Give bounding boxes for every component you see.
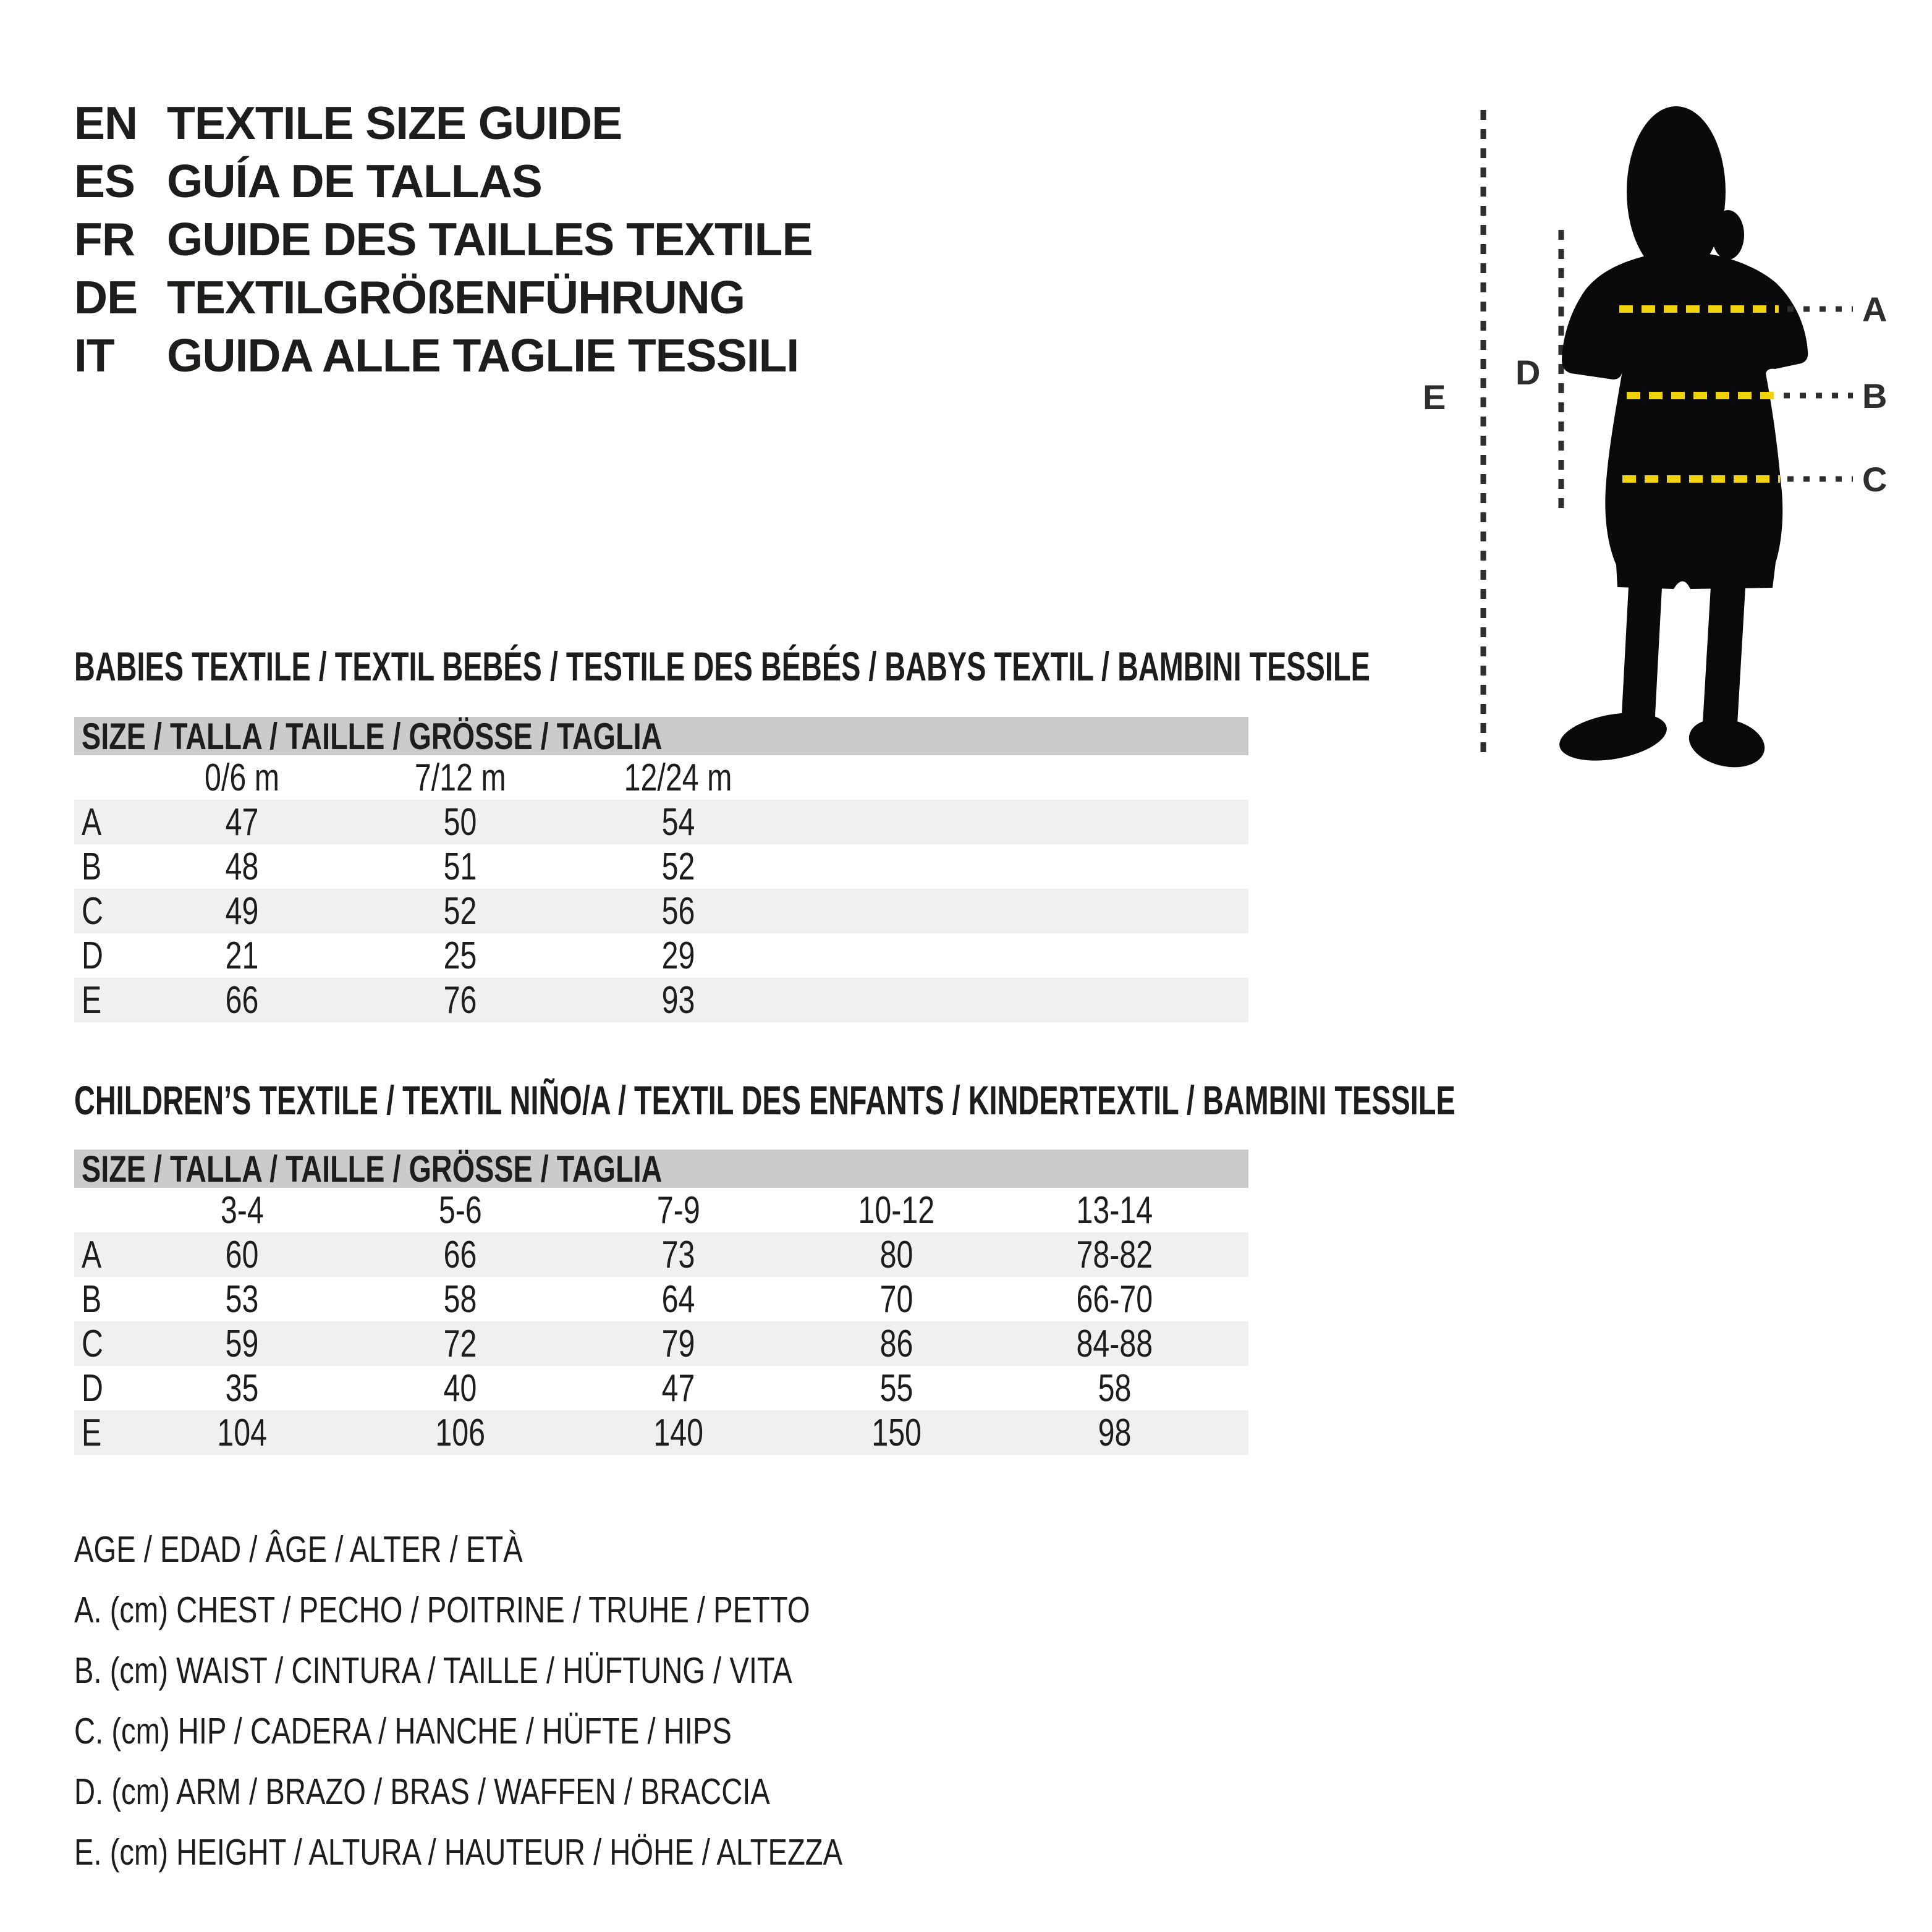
babies-column-header [569, 756, 787, 800]
value-cell [1006, 1411, 1224, 1455]
legend-line-text: AGE / EDAD / ÂGE / ALTER / ETÀ [74, 1529, 523, 1570]
value-cell-text: 66-70 [1076, 1277, 1153, 1321]
value-cell-text: 58 [443, 1277, 477, 1321]
value-cell-text: 51 [443, 845, 477, 888]
value-cell [569, 889, 787, 933]
row-label [74, 889, 133, 933]
legend-line-3 [74, 1701, 1035, 1761]
value-cell [569, 1366, 787, 1410]
babies-table-row-d [74, 933, 1248, 978]
legend-line-0 [74, 1519, 1035, 1580]
value-cell [351, 934, 569, 978]
value-cell [787, 1233, 1006, 1277]
legend-line-text: C. (cm) HIP / CADERA / HANCHE / HÜFTE / HIPS [74, 1711, 732, 1752]
value-cell-text: 40 [443, 1366, 477, 1410]
value-cell [569, 845, 787, 889]
children-column-header [787, 1188, 1006, 1232]
value-cell [133, 1411, 351, 1455]
value-cell-text: 47 [225, 800, 259, 844]
value-cell [569, 934, 787, 978]
value-cell-text: 106 [435, 1411, 485, 1454]
children-section-title [74, 1077, 1932, 1124]
children-column-header [133, 1188, 351, 1232]
children-column-header-text: 10-12 [858, 1188, 935, 1232]
value-cell [351, 1233, 569, 1277]
value-cell [787, 1366, 1006, 1410]
value-cell-text: 76 [443, 978, 477, 1022]
value-cell [133, 845, 351, 889]
language-code: IT [74, 329, 114, 381]
value-cell-text: 21 [225, 934, 259, 977]
children-column-header [569, 1188, 787, 1232]
value-cell [351, 1322, 569, 1366]
babies-size-header-text: SIZE / TALLA / TAILLE / GRÖSSE / TAGLIA [82, 715, 663, 757]
children-column-header-row [74, 1188, 1248, 1232]
value-cell-text: 35 [225, 1366, 259, 1410]
language-code: EN [74, 97, 138, 149]
value-cell [351, 845, 569, 889]
babies-table-row-c [74, 889, 1248, 933]
row-label-text: C [82, 1322, 103, 1365]
value-cell-text: 93 [661, 978, 695, 1022]
language-row-it [74, 326, 813, 384]
figure-label-e: E [1423, 378, 1446, 417]
language-code: FR [74, 213, 135, 265]
value-cell [133, 1322, 351, 1366]
value-cell-text: 72 [443, 1322, 477, 1365]
babies-column-header [133, 756, 351, 800]
babies-column-header-text: 7/12 m [414, 756, 506, 799]
babies-section-title-text: BABIES TEXTILE / TEXTIL BEBÉS / TESTILE DES BÉBÉS / BABYS TEXTIL / BAMBINI TESSILE [74, 643, 1370, 689]
row-label-text: E [82, 1411, 102, 1454]
value-cell-text: 70 [879, 1277, 913, 1321]
value-cell-text: 59 [225, 1322, 259, 1365]
value-cell-text: 29 [661, 934, 695, 977]
row-label-text: C [82, 889, 103, 933]
language-row-fr [74, 210, 813, 268]
value-cell-text: 58 [1098, 1366, 1132, 1410]
row-label [74, 1366, 133, 1410]
value-cell [787, 1322, 1006, 1366]
legend-line-text: E. (cm) HEIGHT / ALTURA / HAUTEUR / HÖHE / ALTEZZA [74, 1832, 843, 1873]
value-cell-text: 150 [871, 1411, 922, 1454]
figure-label-a: A [1862, 290, 1888, 329]
value-cell-text: 66 [225, 978, 259, 1022]
value-cell [1006, 1322, 1224, 1366]
value-cell-text: 49 [225, 889, 259, 933]
language-title: GUÍA DE TALLAS [167, 155, 542, 207]
value-cell [351, 1366, 569, 1410]
value-cell [133, 800, 351, 844]
value-cell-text: 47 [661, 1366, 695, 1410]
value-cell [133, 978, 351, 1022]
value-cell-text: 55 [879, 1366, 913, 1410]
row-label [74, 1411, 133, 1455]
language-title: GUIDE DES TAILLES TEXTILE [167, 213, 813, 265]
language-title: TEXTILE SIZE GUIDE [167, 97, 622, 149]
legend-line-text: A. (cm) CHEST / PECHO / POITRINE / TRUHE / PETTO [74, 1590, 810, 1630]
children-size-header-text: SIZE / TALLA / TAILLE / GRÖSSE / TAGLIA [82, 1148, 663, 1190]
babies-column-header-text: 12/24 m [624, 756, 732, 799]
babies-column-header-row [74, 755, 1248, 800]
value-cell-text: 86 [879, 1322, 913, 1365]
value-cell-text: 48 [225, 845, 259, 888]
babies-column-header-text: 0/6 m [205, 756, 279, 799]
value-cell [569, 800, 787, 844]
children-table-row-b [74, 1277, 1248, 1321]
value-cell-text: 50 [443, 800, 477, 844]
value-cell-text: 104 [217, 1411, 267, 1454]
measurement-legend [74, 1519, 1035, 1883]
babies-size-header [74, 717, 1248, 755]
row-label [74, 934, 133, 978]
legend-line-2 [74, 1640, 1035, 1701]
row-label [74, 1233, 133, 1277]
value-cell-text: 60 [225, 1233, 259, 1276]
value-cell [351, 800, 569, 844]
value-cell-text: 53 [225, 1277, 259, 1321]
babies-column-header [351, 756, 569, 800]
value-cell [351, 889, 569, 933]
value-cell [1006, 1277, 1224, 1321]
legend-line-text: B. (cm) WAIST / CINTURA / TAILLE / HÜFTUNG / VITA [74, 1650, 792, 1691]
value-cell-text: 56 [661, 889, 695, 933]
children-column-header [1006, 1188, 1224, 1232]
value-cell [351, 978, 569, 1022]
value-cell-text: 98 [1098, 1411, 1132, 1454]
value-cell [351, 1411, 569, 1455]
value-cell [569, 1411, 787, 1455]
language-row-de [74, 268, 813, 326]
value-cell-text: 80 [879, 1233, 913, 1276]
children-table-row-e [74, 1410, 1248, 1455]
row-label-text: A [82, 1233, 102, 1276]
value-cell [569, 1322, 787, 1366]
babies-table-row-b [74, 844, 1248, 889]
row-label-text: B [82, 1277, 102, 1321]
legend-line-5 [74, 1822, 1035, 1883]
babies-size-table [74, 717, 1248, 1022]
language-row-en [74, 94, 813, 152]
language-title: GUIDA ALLE TAGLIE TESSILI [167, 329, 799, 381]
legend-line-4 [74, 1761, 1035, 1822]
row-label-text: D [82, 934, 103, 977]
children-column-header-text: 3-4 [220, 1188, 264, 1232]
row-label-text: D [82, 1366, 103, 1410]
babies-table-row-e [74, 978, 1248, 1022]
value-cell-text: 25 [443, 934, 477, 977]
child-silhouette-figure [1409, 93, 1932, 810]
value-cell [133, 1233, 351, 1277]
value-cell [1006, 1233, 1224, 1277]
value-cell-text: 79 [661, 1322, 695, 1365]
language-row-es [74, 152, 813, 210]
row-label [74, 800, 133, 844]
value-cell [787, 1411, 1006, 1455]
figure-label-b: B [1862, 376, 1888, 415]
children-table-row-d [74, 1366, 1248, 1410]
row-label [74, 845, 133, 889]
value-cell-text: 66 [443, 1233, 477, 1276]
value-cell-text: 84-88 [1076, 1322, 1153, 1365]
value-cell-text: 140 [653, 1411, 703, 1454]
babies-section-title [74, 643, 1899, 690]
value-cell [569, 1277, 787, 1321]
children-table-row-a [74, 1232, 1248, 1277]
value-cell [569, 978, 787, 1022]
row-label-text: B [82, 845, 102, 888]
value-cell-text: 73 [661, 1233, 695, 1276]
language-list [74, 94, 813, 384]
row-label [74, 1322, 133, 1366]
row-label-text: A [82, 800, 102, 844]
babies-table-row-a [74, 800, 1248, 844]
value-cell [1006, 1366, 1224, 1410]
value-cell [133, 1366, 351, 1410]
language-code: DE [74, 271, 138, 323]
row-label-text: E [82, 978, 102, 1022]
children-table-row-c [74, 1321, 1248, 1366]
value-cell [569, 1233, 787, 1277]
children-size-header [74, 1150, 1248, 1188]
value-cell [133, 889, 351, 933]
value-cell [787, 1277, 1006, 1321]
value-cell-text: 78-82 [1076, 1233, 1153, 1276]
figure-label-d: D [1515, 353, 1541, 392]
children-section-title-text: CHILDREN’S TEXTILE / TEXTIL NIÑO/A / TEXTIL DES ENFANTS / KINDERTEXTIL / BAMBINI TESSILE [74, 1077, 1455, 1123]
language-title: TEXTILGRÖßENFÜHRUNG [167, 271, 745, 323]
children-size-table [74, 1150, 1248, 1455]
value-cell [351, 1277, 569, 1321]
children-column-header-text: 5-6 [438, 1188, 482, 1232]
value-cell [133, 1277, 351, 1321]
row-label [74, 1277, 133, 1321]
value-cell-text: 54 [661, 800, 695, 844]
value-cell [133, 934, 351, 978]
figure-label-c: C [1862, 460, 1888, 499]
value-cell-text: 64 [661, 1277, 695, 1321]
children-column-header-text: 7-9 [656, 1188, 700, 1232]
children-column-header [351, 1188, 569, 1232]
value-cell-text: 52 [443, 889, 477, 933]
value-cell-text: 52 [661, 845, 695, 888]
children-column-header-text: 13-14 [1076, 1188, 1153, 1232]
language-code: ES [74, 155, 135, 207]
legend-line-text: D. (cm) ARM / BRAZO / BRAS / WAFFEN / BRACCIA [74, 1771, 770, 1812]
row-label [74, 978, 133, 1022]
legend-line-1 [74, 1580, 1035, 1640]
